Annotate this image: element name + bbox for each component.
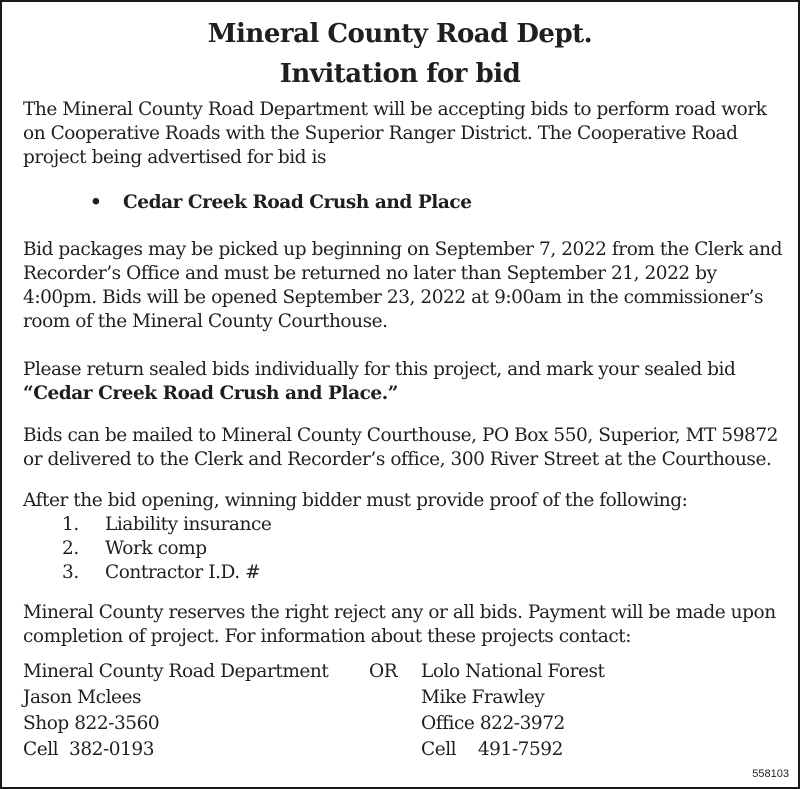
list-text: Contractor I.D. # (105, 562, 261, 583)
contact-separator (369, 659, 397, 685)
contact-phone: Shop 822-3560 (23, 713, 160, 734)
schedule-paragraph: Bid packages may be picked up beginning on September 7, 2022 from the Clerk and Recorder’s Office and must be returned no later than September 21, 2022 by 4:00pm. Bids will be opened September 23, 2022 at 9:00am in the commissioner’s room of the Mineral County Courthouse. (23, 239, 782, 332)
list-number: 3. (62, 562, 79, 583)
contact-phone: Cell 382-0193 (23, 739, 155, 760)
contact-phone: Office 822-3972 (421, 713, 565, 734)
contact-name: Mike Frawley (421, 687, 545, 708)
contact-org: Lolo National Forest (421, 661, 605, 682)
return-instructions-text: Please return sealed bids individually for this project, and mark your sealed bid (23, 359, 736, 380)
contact-phone: Cell 491-7592 (421, 739, 563, 760)
notice-subtitle: Invitation for bid (279, 59, 521, 89)
ad-number: 558103 (752, 768, 789, 780)
reservation-paragraph: Mineral County reserves the right reject any or all bids. Payment will be made upon completion of project. For information about these projects contact: (23, 602, 776, 647)
mailing-paragraph: Bids can be mailed to Mineral County Courthouse, PO Box 550, Superior, MT 59872 or delivered to the Clerk and Recorder’s office, 300 River Street at the Courthouse. (23, 425, 778, 470)
notice-title: Mineral County Road Dept. (207, 19, 593, 49)
return-instructions (23, 358, 783, 406)
sealed-bid-label: “Cedar Creek Road Crush and Place.” (23, 383, 398, 404)
list-text: Work comp (105, 538, 207, 559)
intro-paragraph: The Mineral County Road Department will be accepting bids to perform road work on Cooperative Roads with the Superior Ranger District. The Cooperative Road project being advertised for bid is (23, 99, 767, 168)
list-number: 1. (62, 514, 79, 535)
requirements-intro: After the bid opening, winning bidder must provide proof of the following: (23, 490, 688, 511)
list-text: Liability insurance (105, 514, 272, 535)
bullet-marker: • (90, 192, 102, 213)
contact-national-forest (421, 659, 605, 763)
list-number: 2. (62, 538, 79, 559)
project-name: Cedar Creek Road Crush and Place (123, 192, 472, 213)
contact-org: Mineral County Road Department (23, 661, 329, 682)
contact-road-department (23, 659, 328, 763)
or-label: OR (369, 661, 398, 682)
contact-name: Jason Mclees (23, 687, 142, 708)
